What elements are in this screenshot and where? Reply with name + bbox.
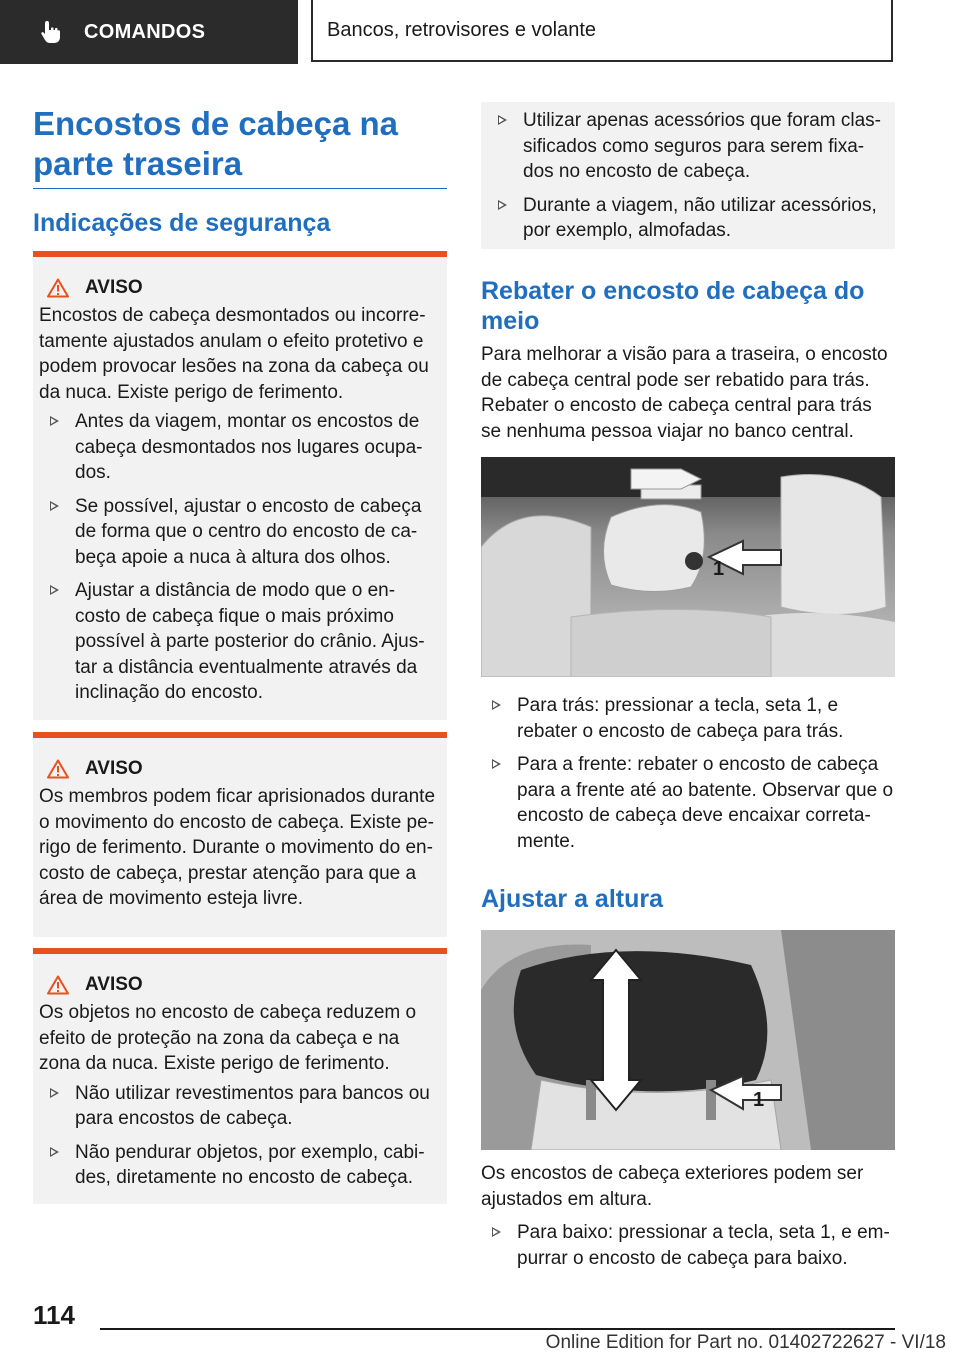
list-item: Ajustar a distância de modo que o en-costo de cabeça fique o mais próximo possível à parte posterior do crânio. Ajus-tar a distância eventualmente através da inclinação do encosto. xyxy=(39,578,439,706)
warning-triangle-icon xyxy=(47,759,69,779)
list-item: Antes da viagem, montar os encostos de cabeça desmontados nos lugares ocupa-dos. xyxy=(39,409,439,486)
warning-label: AVISO xyxy=(85,758,143,779)
bullet-triangle-icon xyxy=(50,416,59,426)
section-title-fold: Rebater o encosto de cabeça do meio xyxy=(481,277,865,335)
warning-triangle-icon xyxy=(47,278,69,298)
headrest-height-illustration xyxy=(481,930,895,1150)
list-item: Não utilizar revestimentos para bancos ou para encostos de cabeça. xyxy=(39,1081,439,1132)
photo-outer-headrest xyxy=(481,930,895,1150)
list-item: Para trás: pressionar a tecla, seta 1, e rebater o encosto de cabeça para trás. xyxy=(481,693,895,744)
warning-list xyxy=(39,1081,439,1191)
bullet-triangle-icon xyxy=(498,200,507,210)
warning-box-1 xyxy=(33,251,447,720)
list-item: Utilizar apenas acessórios que foram clas-sificados como seguros para serem fixa-dos no encosto de cabeça. xyxy=(487,108,887,185)
bullet-triangle-icon xyxy=(50,1147,59,1157)
warning-list xyxy=(487,108,887,244)
bullet-triangle-icon xyxy=(492,1227,501,1237)
warning-text: Os objetos no encosto de cabeça reduzem o efeito de proteção na zona da cabeça e na zona da nuca. Existe perigo de ferimento. xyxy=(39,1002,417,1074)
bullet-triangle-icon xyxy=(50,1088,59,1098)
bullet-triangle-icon xyxy=(498,115,507,125)
warning-label: AVISO xyxy=(85,974,143,995)
bullet-triangle-icon xyxy=(50,501,59,511)
warning-text: Encostos de cabeça desmontados ou incorre-tamente ajustados anulam o efeito protetivo e podem provocar lesões na zona da cabeça ou da nuca. Existe perigo de ferimento. xyxy=(39,305,429,403)
warning-list xyxy=(39,409,439,706)
bullet-triangle-icon xyxy=(492,759,501,769)
list-item: Durante a viagem, não utilizar acessórios, por exemplo, almofadas. xyxy=(487,193,887,244)
subtitle-safety: Indicações de segurança xyxy=(33,209,331,237)
section-title: COMANDOS xyxy=(84,20,206,43)
warning-triangle-icon xyxy=(47,975,69,995)
warning-box-2 xyxy=(33,732,447,937)
height-instructions-list xyxy=(481,1220,895,1279)
section-text-fold: Para melhorar a visão para a traseira, o encosto de cabeça central pode ser rebatido para trás. Rebater o encosto de cabeça central para trás se nenhuma pessoa viajar no banco central. xyxy=(481,344,888,442)
page-title: Encostos de cabeça na parte traseira xyxy=(33,104,447,189)
page-number: 114 xyxy=(33,1300,75,1330)
list-item: Não pendurar objetos, por exemplo, cabi-des, diretamente no encosto de cabeça. xyxy=(39,1140,439,1191)
section-text-height: Os encostos de cabeça exteriores podem ser ajustados em altura. xyxy=(481,1163,864,1210)
breadcrumb xyxy=(311,0,893,62)
list-item: Se possível, ajustar o encosto de cabeça de forma que o centro do encosto de ca-beça apoie a nuca à altura dos olhos. xyxy=(39,494,439,571)
bullet-triangle-icon xyxy=(50,585,59,595)
warning-box-3 xyxy=(33,948,447,1204)
warning-text: Os membros podem ficar aprisionados durante o movimento do encosto de cabeça. Existe pe-rigo de ferimento. Durante o movimento do en-costo de cabeça, prestar atenção para que a área de movimento esteja livre. xyxy=(39,786,436,909)
photo-center-headrest xyxy=(481,457,895,677)
bullet-triangle-icon xyxy=(492,700,501,710)
warning-continuation-box xyxy=(481,102,895,249)
section-title-height: Ajustar a altura xyxy=(481,885,664,913)
list-item: Para baixo: pressionar a tecla, seta 1, e em-purrar o encosto de cabeça para baixo. xyxy=(481,1220,895,1271)
image-callout-number: 1 xyxy=(713,558,725,580)
warning-label: AVISO xyxy=(85,277,143,298)
breadcrumb-label: Bancos, retrovisores e volante xyxy=(327,18,597,41)
list-item: Para a frente: rebater o encosto de cabeça para a frente até ao batente. Observar que o encosto de cabeça deve encaixar correta-mente. xyxy=(481,752,895,854)
fold-instructions-list xyxy=(481,693,895,862)
headrest-fold-illustration xyxy=(481,457,895,677)
header-section-tab[interactable] xyxy=(0,0,298,64)
image-callout-number: 1 xyxy=(753,1089,765,1111)
footer-edition: Online Edition for Part no. 01402722627 - VI/18 xyxy=(545,1332,946,1353)
hand-pointer-icon xyxy=(38,19,64,45)
footer-divider xyxy=(100,1328,895,1330)
